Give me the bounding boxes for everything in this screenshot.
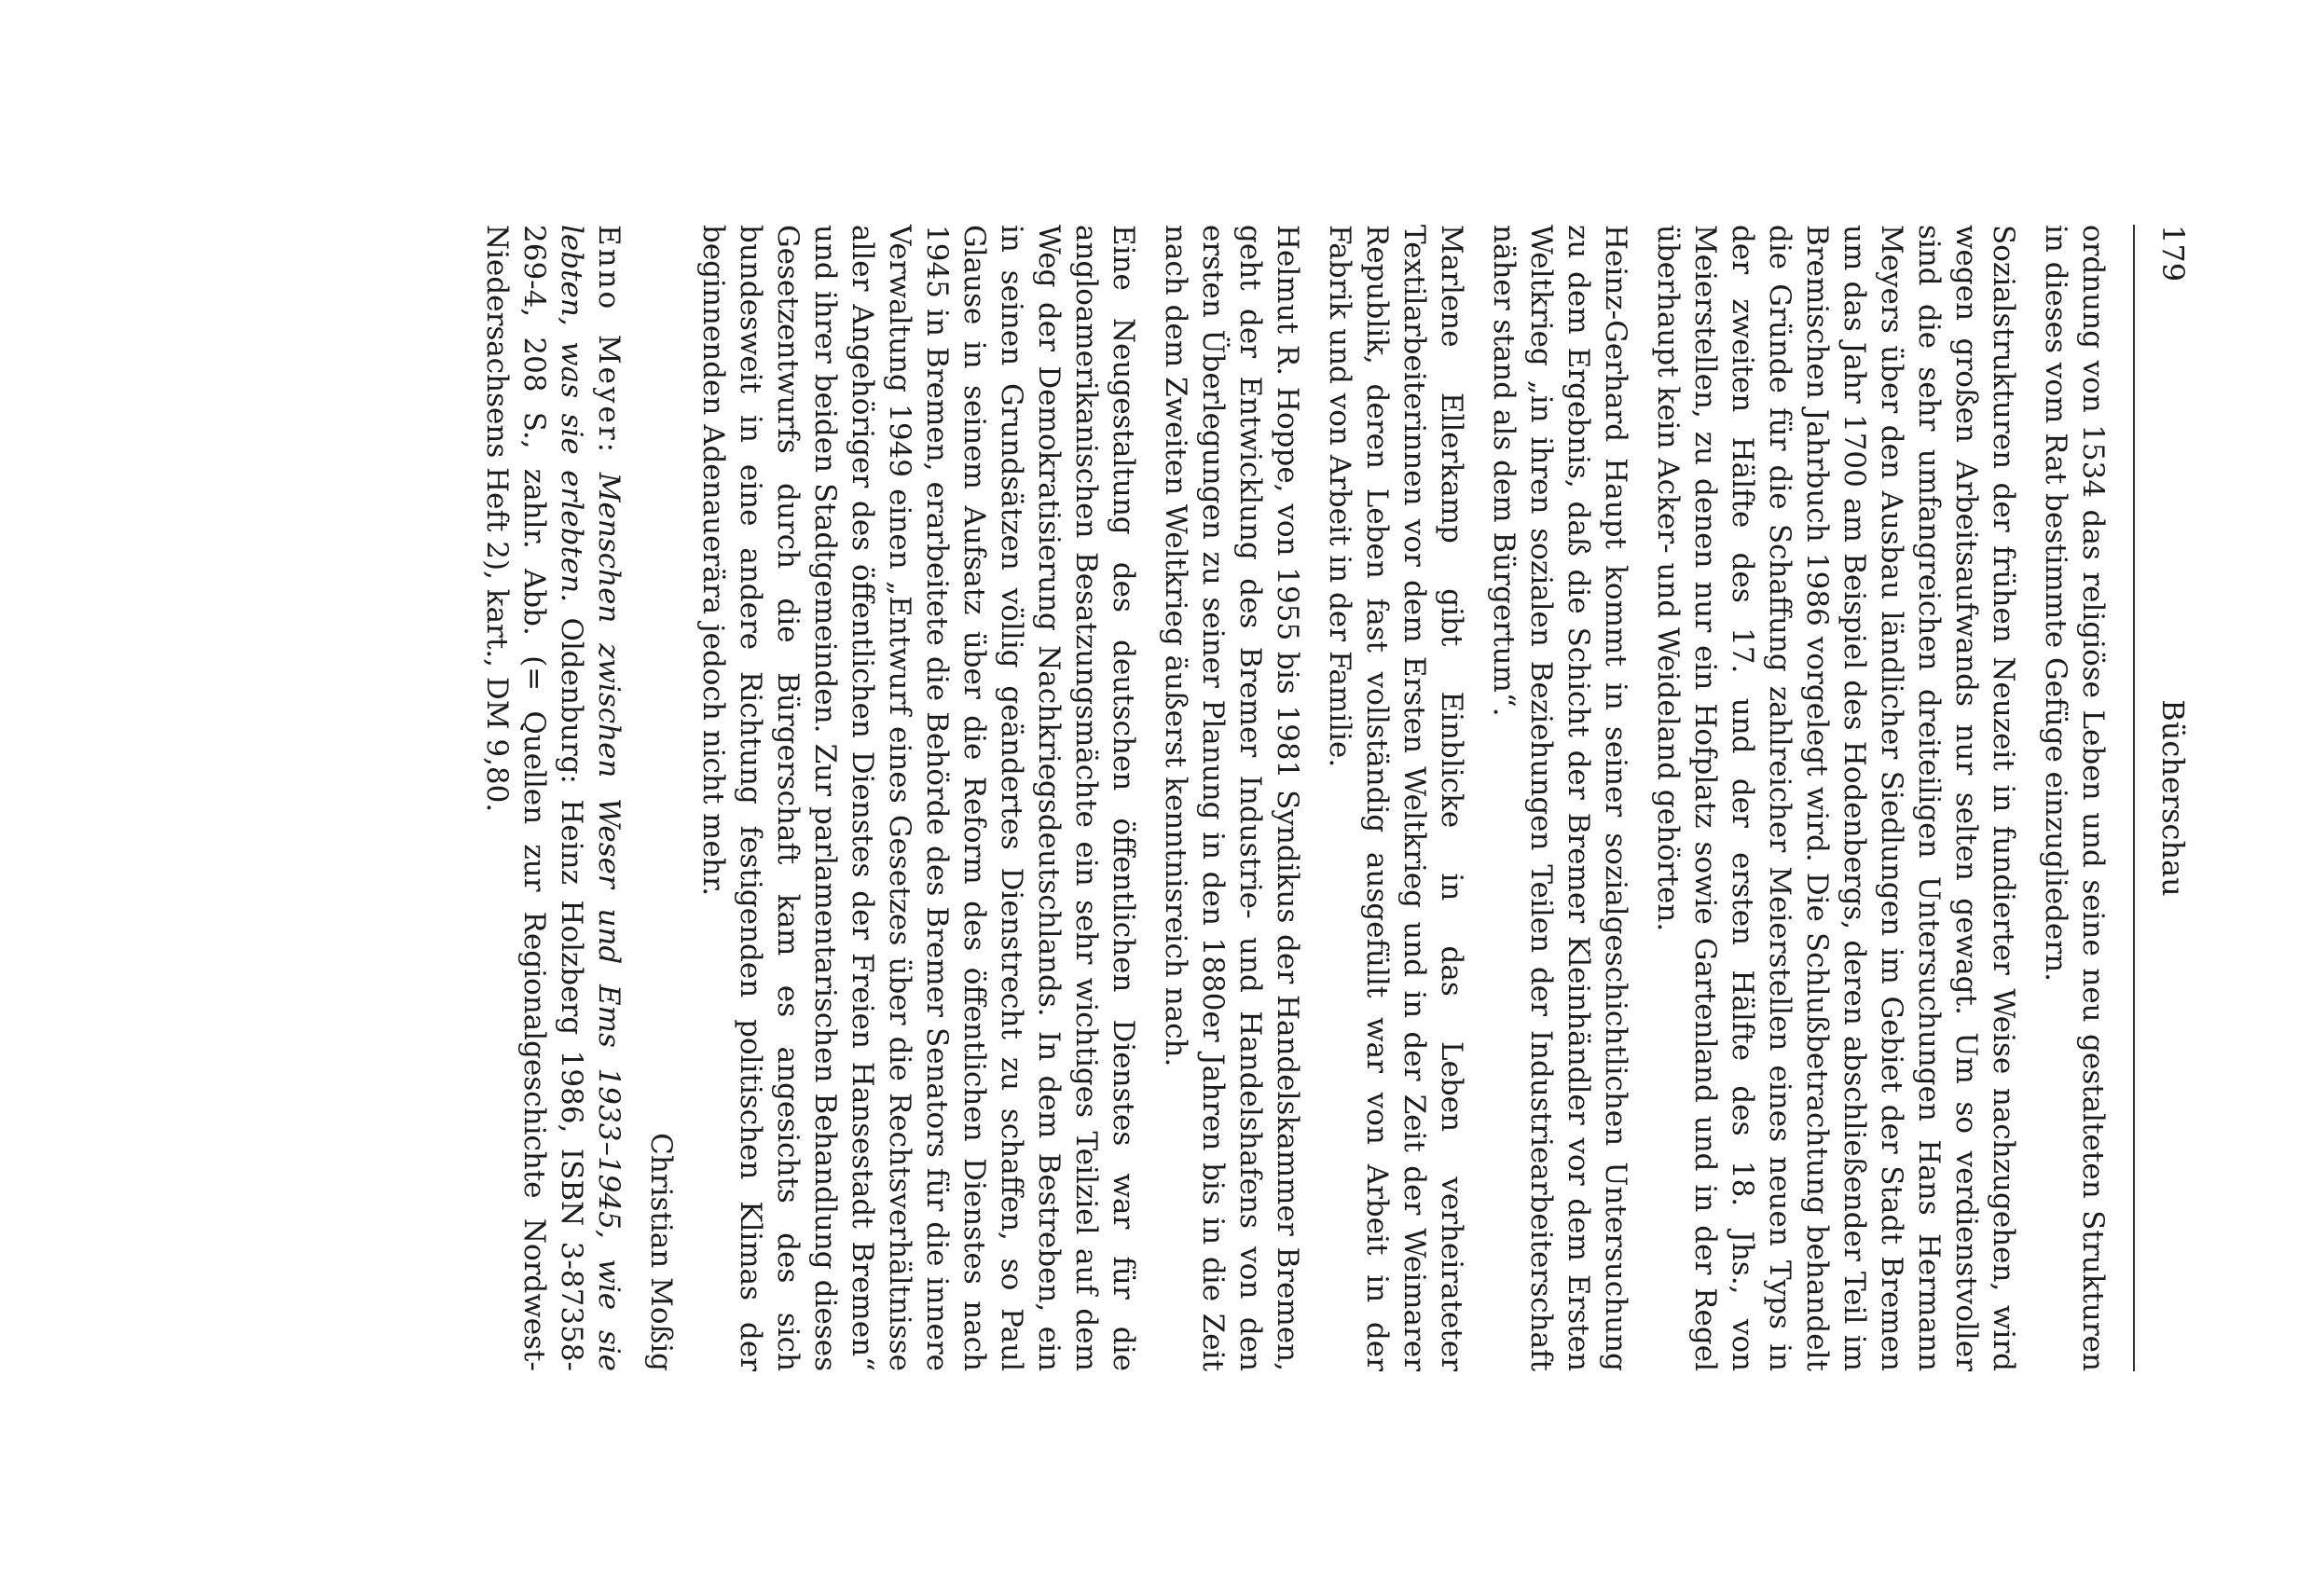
paragraph: Helmut R. Hoppe, von 1955 bis 1981 Syndikus der Handelskammer Bremen, geht der Entwicklung des Bremer Industrie- und Handelshafens von den ersten Überlegungen zu seiner Planung in den 1880er Jahren bis in die Zeit nach dem Zweiten Weltkrieg äußerst kenntnisreich nach. [1159, 225, 1304, 1371]
running-head [2151, 225, 2195, 1371]
bib-details: Oldenburg: Heinz Holzberg 1986, ISBN 3-87358-269-4, 208 S., zahlr. Abb. (= Quellen zur Regionalgeschichte Nordwest-Niedersachsens Heft 2), kart., DM 9,80. [480, 225, 588, 1372]
bibliographic-entry [478, 225, 627, 1371]
paragraph: Sozialstrukturen der frühen Neuzeit in fundierter Weise nachzugehen, wird wegen großen Arbeitsaufwands nur selten gewagt. Um so verdienstvoller sind die sehr umfangreichen dreiteiligen Untersuchungen Hans Hermann Meyers über den Ausbau ländlicher Siedlungen im Gebiet der Stadt Bremen um das Jahr 1700 am Beispiel des Hodenbergs, deren abschließender Teil im Bremischen Jahrbuch 1986 vorgelegt wird. Die Schlußbetrachtung behandelt die Gründe für die Schaffung zahlreicher Meierstellen eines neuen Typs in der zweiten Hälfte des 17. und der ersten Hälfte des 18. Jhs., von Meierstellen, zu denen nur ein Hofplatz sowie Gartenland und in der Regel überhaupt kein Acker- und Weideland gehörten. [1651, 225, 2020, 1371]
paragraph: Heinz-Gerhard Haupt kommt in seiner sozialgeschichtlichen Untersuchung zu dem Ergebnis, daß die Schicht der Bremer Kleinhändler vor dem Ersten Weltkrieg „in ihren sozialen Beziehungen Teilen der Industriearbeiterschaft näher stand als dem Bürgertum“. [1487, 225, 1632, 1371]
bib-title: Menschen zwischen Weser und Ems 1933–1945, wie sie lebten, was sie erlebten. [555, 225, 626, 1371]
paragraph: Eine Neugestaltung des deutschen öffentlichen Dienstes war für die angloamerikanischen Besatzungsmächte ein sehr wichtiges Teilziel auf dem Weg der Demokratisierung Nachkriegsdeutschlands. In dem Bestreben, ein in seinen Grundsätzen völlig geändertes Dienstrecht zu schaffen, so Paul Glause in seinem Aufsatz über die Reform des öffentlichen Dienstes nach 1945 in Bremen, erarbeitete die Behörde des Bremer Senators für die innere Verwaltung 1949 einen „Entwurf eines Gesetzes über die Rechtsverhältnisse aller Angehöriger des öffentlichen Dienstes der Freien Hansestadt Bremen“ und ihrer beiden Stadtgemeinden. Zur parlamentarischen Behandlung dieses Gesetzentwurfs durch die Bürgerschaft kam es angesichts des sich bundesweit in eine andere Richtung festigenden politischen Klimas der beginnenden Adenauerära jedoch nicht mehr. [696, 225, 1140, 1371]
page-number: 179 [2155, 225, 2191, 282]
review-body [478, 225, 2112, 1371]
bib-colon: : [592, 442, 626, 453]
running-head-title: Bücherschau [2155, 699, 2191, 897]
bib-author: Enno Meyer [592, 225, 626, 443]
paragraph: ordnung von 1534 das religiöse Leben und seine neu gestalteten Strukturen in dieses vom Rat bestimmte Gefüge einzugliedern. [2039, 225, 2110, 1371]
header-rule [2133, 225, 2135, 1371]
reviewer-signature: Christian Moßig [644, 1133, 678, 1371]
book-page [89, 150, 2223, 1446]
paragraph: Marlene Ellerkamp gibt Einblicke in das Leben verheirateter Textilarbeiterinnen vor dem Ersten Weltkrieg und in der Zeit der Weimarer Republik, deren Leben fast vollständig ausgefüllt war von Arbeit in der Fabrik und von Arbeit in der Familie. [1323, 225, 1468, 1371]
